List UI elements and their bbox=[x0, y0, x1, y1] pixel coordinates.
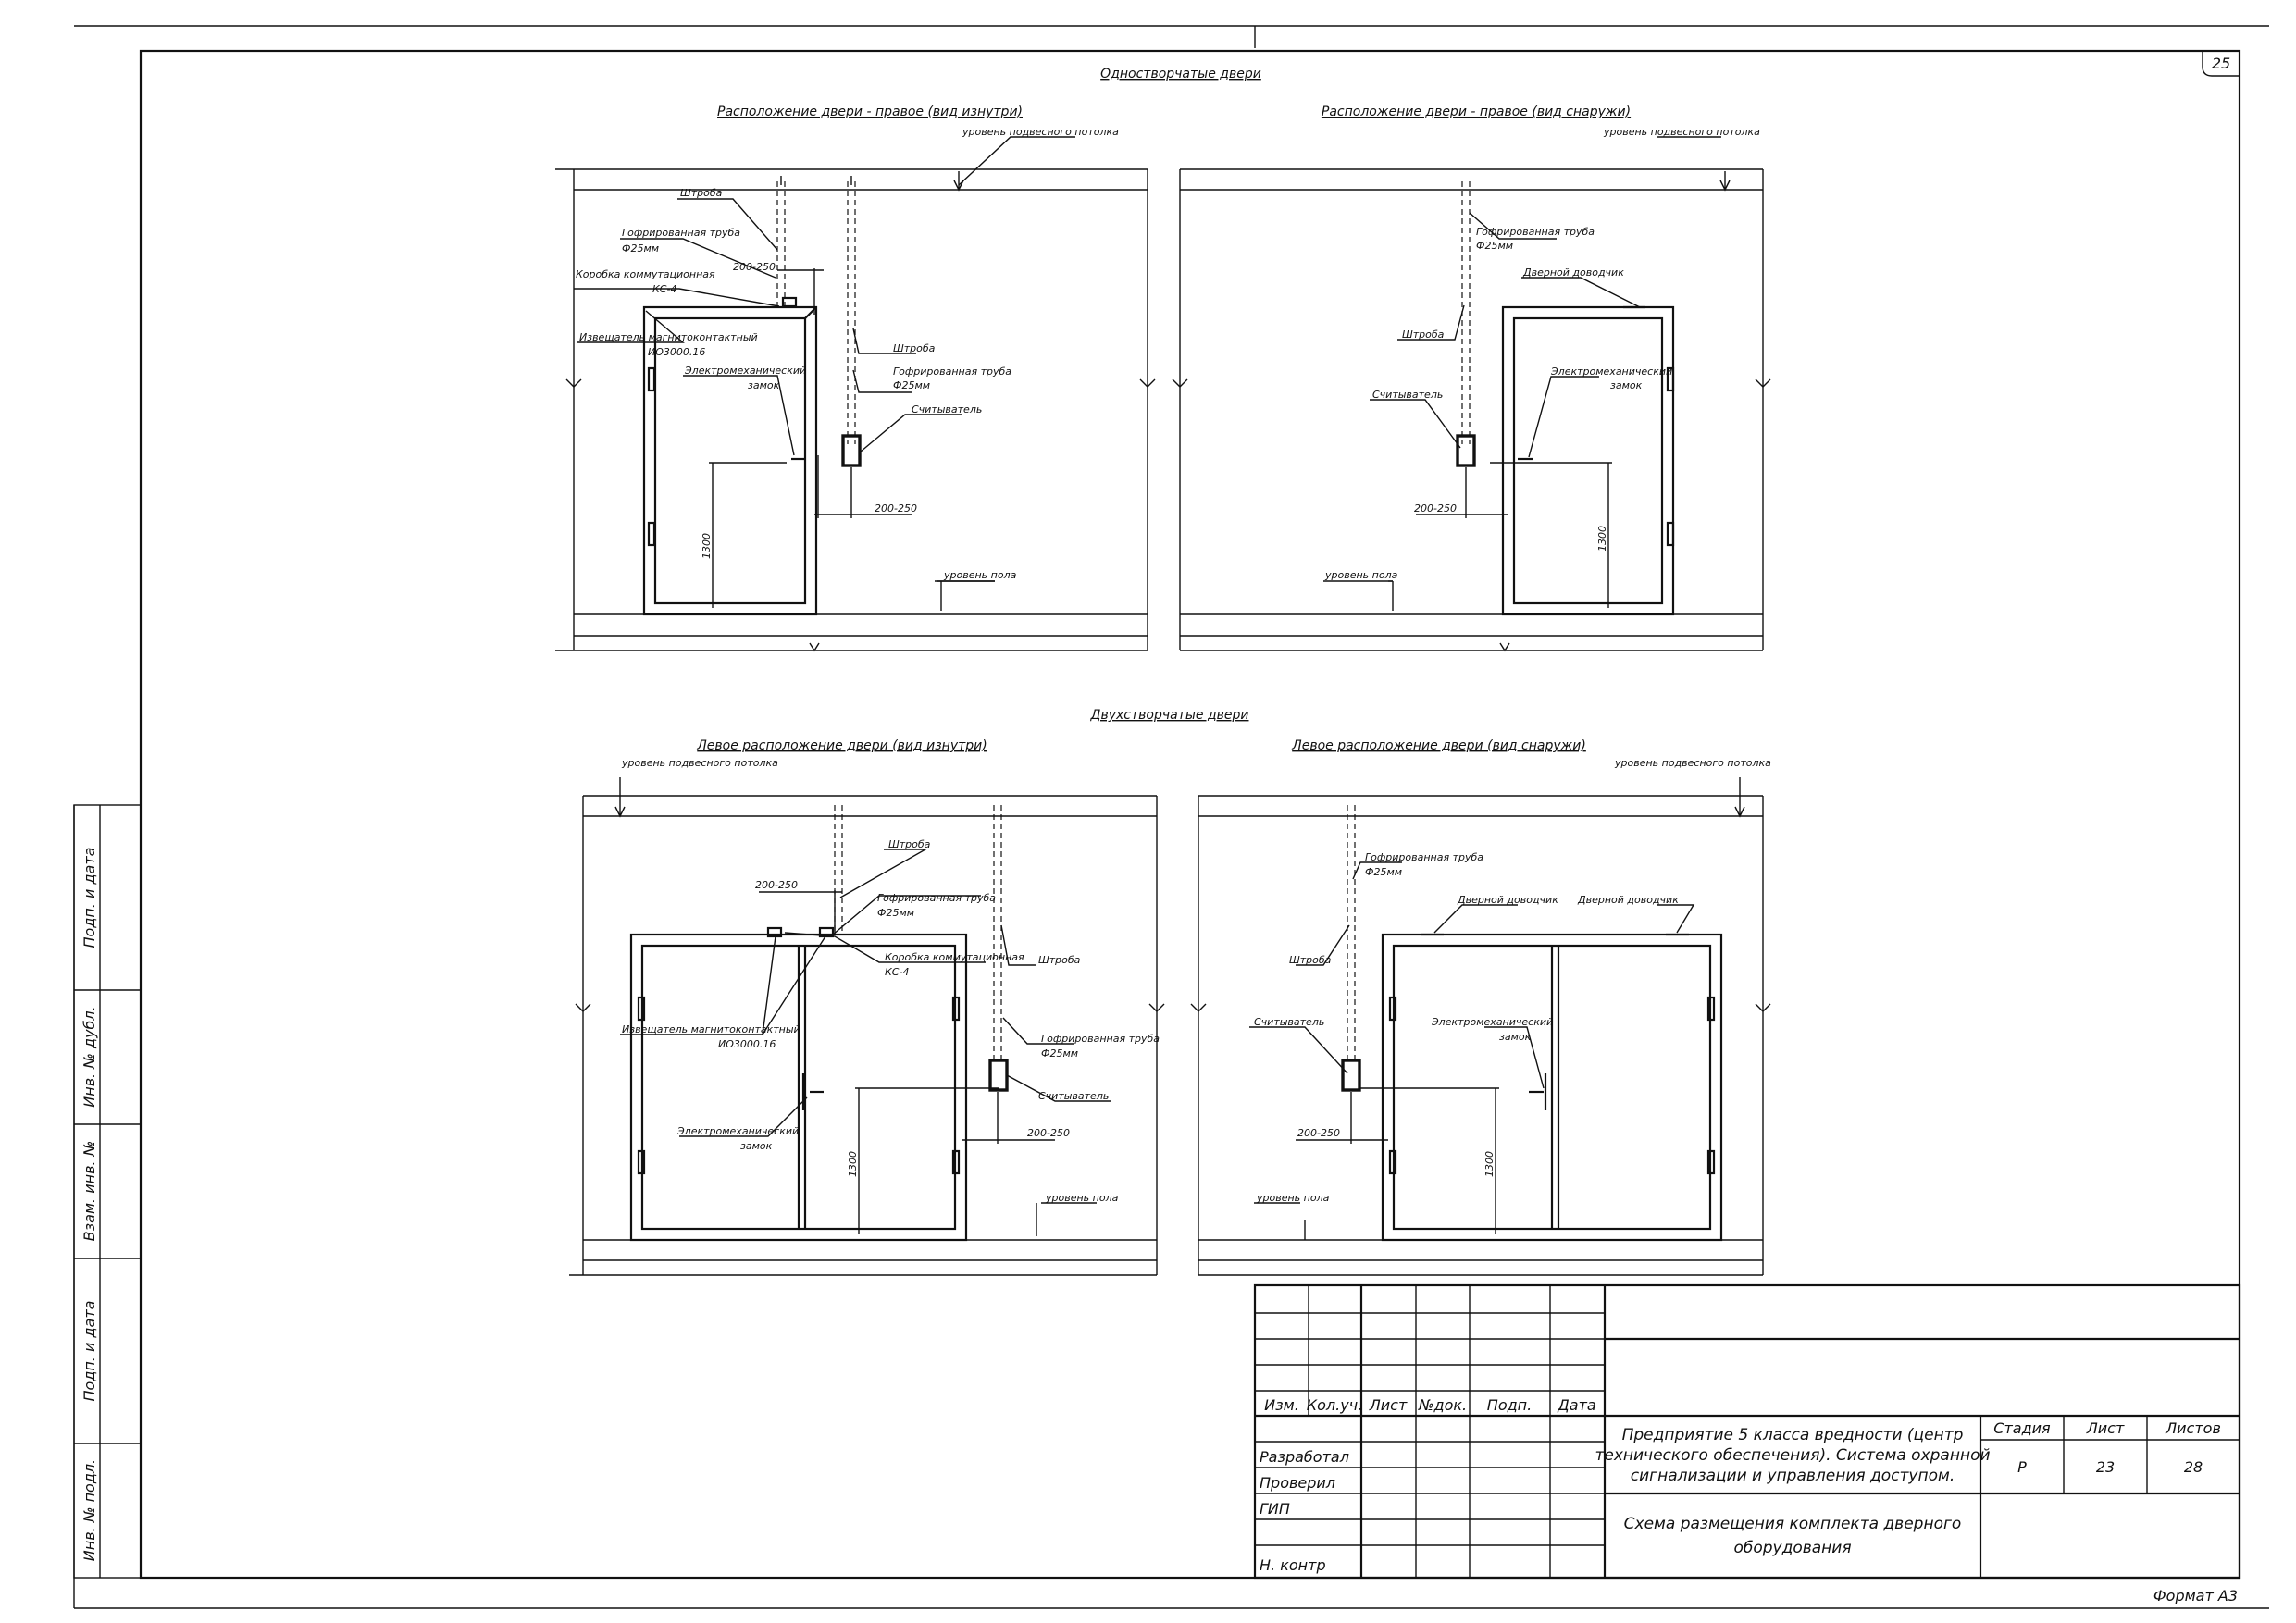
tb-header-rev: Изм. bbox=[1264, 1396, 1299, 1414]
v4-label-pipe-d: Ф25мм bbox=[1365, 866, 1403, 878]
v3-label-lock: Электромеханический bbox=[677, 1125, 800, 1137]
v3-label-floor: уровень пола bbox=[1046, 1192, 1119, 1204]
v2-label-closer: Дверной доводчик bbox=[1523, 266, 1624, 279]
v3-label-pipe-d: Ф25мм bbox=[877, 907, 915, 919]
stamp-dup-inv: Инв. № дубл. bbox=[81, 1006, 98, 1108]
v3-label-detector-type: ИО3000.16 bbox=[718, 1038, 776, 1050]
section-single-leaf: Одностворчатые двери bbox=[1100, 67, 1261, 81]
v4-label-lock: Электромеханический bbox=[1432, 1016, 1554, 1028]
v2-dim: 200-250 bbox=[1414, 502, 1457, 514]
view3-title: Левое расположение двери (вид изнутри) bbox=[697, 738, 987, 753]
stamp-repl-inv: Взам. инв. № bbox=[81, 1140, 98, 1242]
view2-title: Расположение двери - правое (вид снаружи) bbox=[1321, 105, 1632, 119]
v3-dim-bottom: 200-250 bbox=[1027, 1127, 1070, 1139]
v4-label-ceiling: уровень подвесного потолка bbox=[1615, 757, 1771, 769]
tb-role-developer: Разработал bbox=[1260, 1448, 1349, 1466]
v1-label-detector-type: ИО3000.16 bbox=[648, 346, 706, 358]
v3-label-pipe-2: Гофрированная труба bbox=[1041, 1033, 1160, 1045]
stamp-orig-inv: Инв. № подл. bbox=[81, 1458, 98, 1562]
v4-dim: 200-250 bbox=[1297, 1127, 1340, 1139]
v4-dim-1300: 1300 bbox=[1483, 1151, 1496, 1177]
v2-dim-1300: 1300 bbox=[1596, 526, 1608, 551]
v2-label-lock-2: замок bbox=[1610, 379, 1643, 391]
v2-label-pipe-d: Ф25мм bbox=[1476, 240, 1514, 252]
tb-sheets: 28 bbox=[2183, 1458, 2203, 1476]
tb-role-checker: Проверил bbox=[1260, 1474, 1336, 1492]
v1-label-chase: Штроба bbox=[680, 187, 723, 199]
v1-label-ceiling: уровень подвесного потолка bbox=[962, 126, 1119, 138]
v2-label-floor: уровень пола bbox=[1325, 569, 1398, 581]
tb-role-chief: ГИП bbox=[1260, 1500, 1290, 1518]
tb-drawing-title-2: оборудования bbox=[1733, 1539, 1852, 1557]
tb-project-line-1: Предприятие 5 класса вредности (центр bbox=[1621, 1426, 1964, 1444]
v1-label-floor: уровень пола bbox=[944, 569, 1017, 581]
v1-label-lock: Электромеханический bbox=[685, 365, 807, 377]
tb-header-sign: Подп. bbox=[1486, 1396, 1533, 1414]
v3-label-chase: Штроба bbox=[888, 838, 931, 850]
stamp-sign-date-1: Подп. и дата bbox=[81, 847, 98, 948]
sheet-number: 25 bbox=[2211, 55, 2231, 72]
tb-project-line-3: сигнализации и управления доступом. bbox=[1630, 1467, 1955, 1485]
section-double-leaf: Двухстворчатые двери bbox=[1090, 708, 1249, 723]
tb-header-sheet: Лист bbox=[1369, 1396, 1408, 1414]
v4-label-closer-1: Дверной доводчик bbox=[1458, 894, 1558, 906]
v3-dim-1300: 1300 bbox=[847, 1151, 859, 1177]
tb-drawing-title-1: Схема размещения комплекта дверного bbox=[1623, 1515, 1962, 1533]
v2-label-pipe: Гофрированная труба bbox=[1476, 226, 1595, 238]
tb-header-date: Дата bbox=[1558, 1396, 1596, 1414]
v1-label-pipe-2: Гофрированная труба bbox=[893, 365, 1011, 378]
v3-label-box-type: КС-4 bbox=[885, 966, 910, 978]
v3-label-ceiling: уровень подвесного потолка bbox=[622, 757, 778, 769]
v1-label-box: Коробка коммутационная bbox=[576, 268, 715, 280]
v1-label-detector: Извещатель магнитоконтактный bbox=[579, 331, 758, 343]
v3-dim-top: 200-250 bbox=[755, 879, 798, 891]
view1-title: Расположение двери - правое (вид изнутри) bbox=[717, 105, 1023, 119]
v2-label-chase: Штроба bbox=[1402, 328, 1445, 341]
tb-sheet-label: Лист bbox=[2086, 1419, 2125, 1437]
v2-label-lock: Электромеханический bbox=[1551, 365, 1673, 378]
drawing-frame bbox=[141, 51, 2240, 1578]
v1-label-pipe-d-2: Ф25мм bbox=[893, 379, 931, 391]
v4-label-pipe: Гофрированная труба bbox=[1365, 851, 1483, 863]
v1-dim-1300: 1300 bbox=[701, 533, 713, 559]
v2-label-reader: Считыватель bbox=[1372, 389, 1444, 401]
v3-label-box: Коробка коммутационная bbox=[885, 951, 1024, 963]
v1-label-lock-2: замок bbox=[748, 379, 780, 391]
tb-header-doc: №док. bbox=[1418, 1396, 1468, 1414]
tb-sheet: 23 bbox=[2095, 1458, 2116, 1476]
v1-label-pipe: Гофрированная труба bbox=[622, 227, 740, 239]
v4-label-floor: уровень пола bbox=[1257, 1192, 1330, 1204]
v3-label-lock-2: замок bbox=[740, 1140, 773, 1152]
format-label: Формат А3 bbox=[2153, 1587, 2238, 1604]
view4-title: Левое расположение двери (вид снаружи) bbox=[1292, 738, 1586, 753]
tb-stage: Р bbox=[2017, 1458, 2027, 1476]
v4-label-reader: Считыватель bbox=[1254, 1016, 1325, 1028]
view2-drawing bbox=[1173, 137, 1770, 650]
v4-label-closer-2: Дверной доводчик bbox=[1578, 894, 1679, 906]
tb-role-norm: Н. контр bbox=[1260, 1556, 1326, 1574]
v1-label-box-type: КС-4 bbox=[652, 283, 677, 295]
v3-label-pipe: Гофрированная труба bbox=[877, 892, 996, 904]
v3-label-reader: Считыватель bbox=[1038, 1090, 1110, 1102]
stamp-sign-date-2: Подп. и дата bbox=[81, 1300, 98, 1402]
v3-label-chase-2: Штроба bbox=[1038, 954, 1081, 966]
v1-label-reader: Считыватель bbox=[912, 403, 983, 415]
v3-label-pipe-d-2: Ф25мм bbox=[1041, 1047, 1079, 1059]
v1-dim-top: 200-250 bbox=[733, 261, 776, 273]
v4-label-lock-2: замок bbox=[1499, 1031, 1532, 1043]
tb-sheets-label: Листов bbox=[2166, 1419, 2221, 1437]
v1-label-pipe-d: Ф25мм bbox=[622, 242, 660, 254]
tb-stage-label: Стадия bbox=[1993, 1419, 2051, 1437]
tb-project-line-2: технического обеспечения). Система охранной bbox=[1595, 1446, 1991, 1465]
v1-dim-bottom: 200-250 bbox=[875, 502, 917, 514]
tb-header-count: Кол.уч. bbox=[1306, 1396, 1363, 1414]
v1-label-chase-2: Штроба bbox=[893, 342, 936, 354]
view1-drawing bbox=[555, 137, 1155, 650]
v2-label-ceiling: уровень подвесного потолка bbox=[1604, 126, 1760, 138]
v4-label-chase: Штроба bbox=[1289, 954, 1332, 966]
v3-label-detector: Извещатель магнитоконтактный bbox=[622, 1023, 800, 1035]
